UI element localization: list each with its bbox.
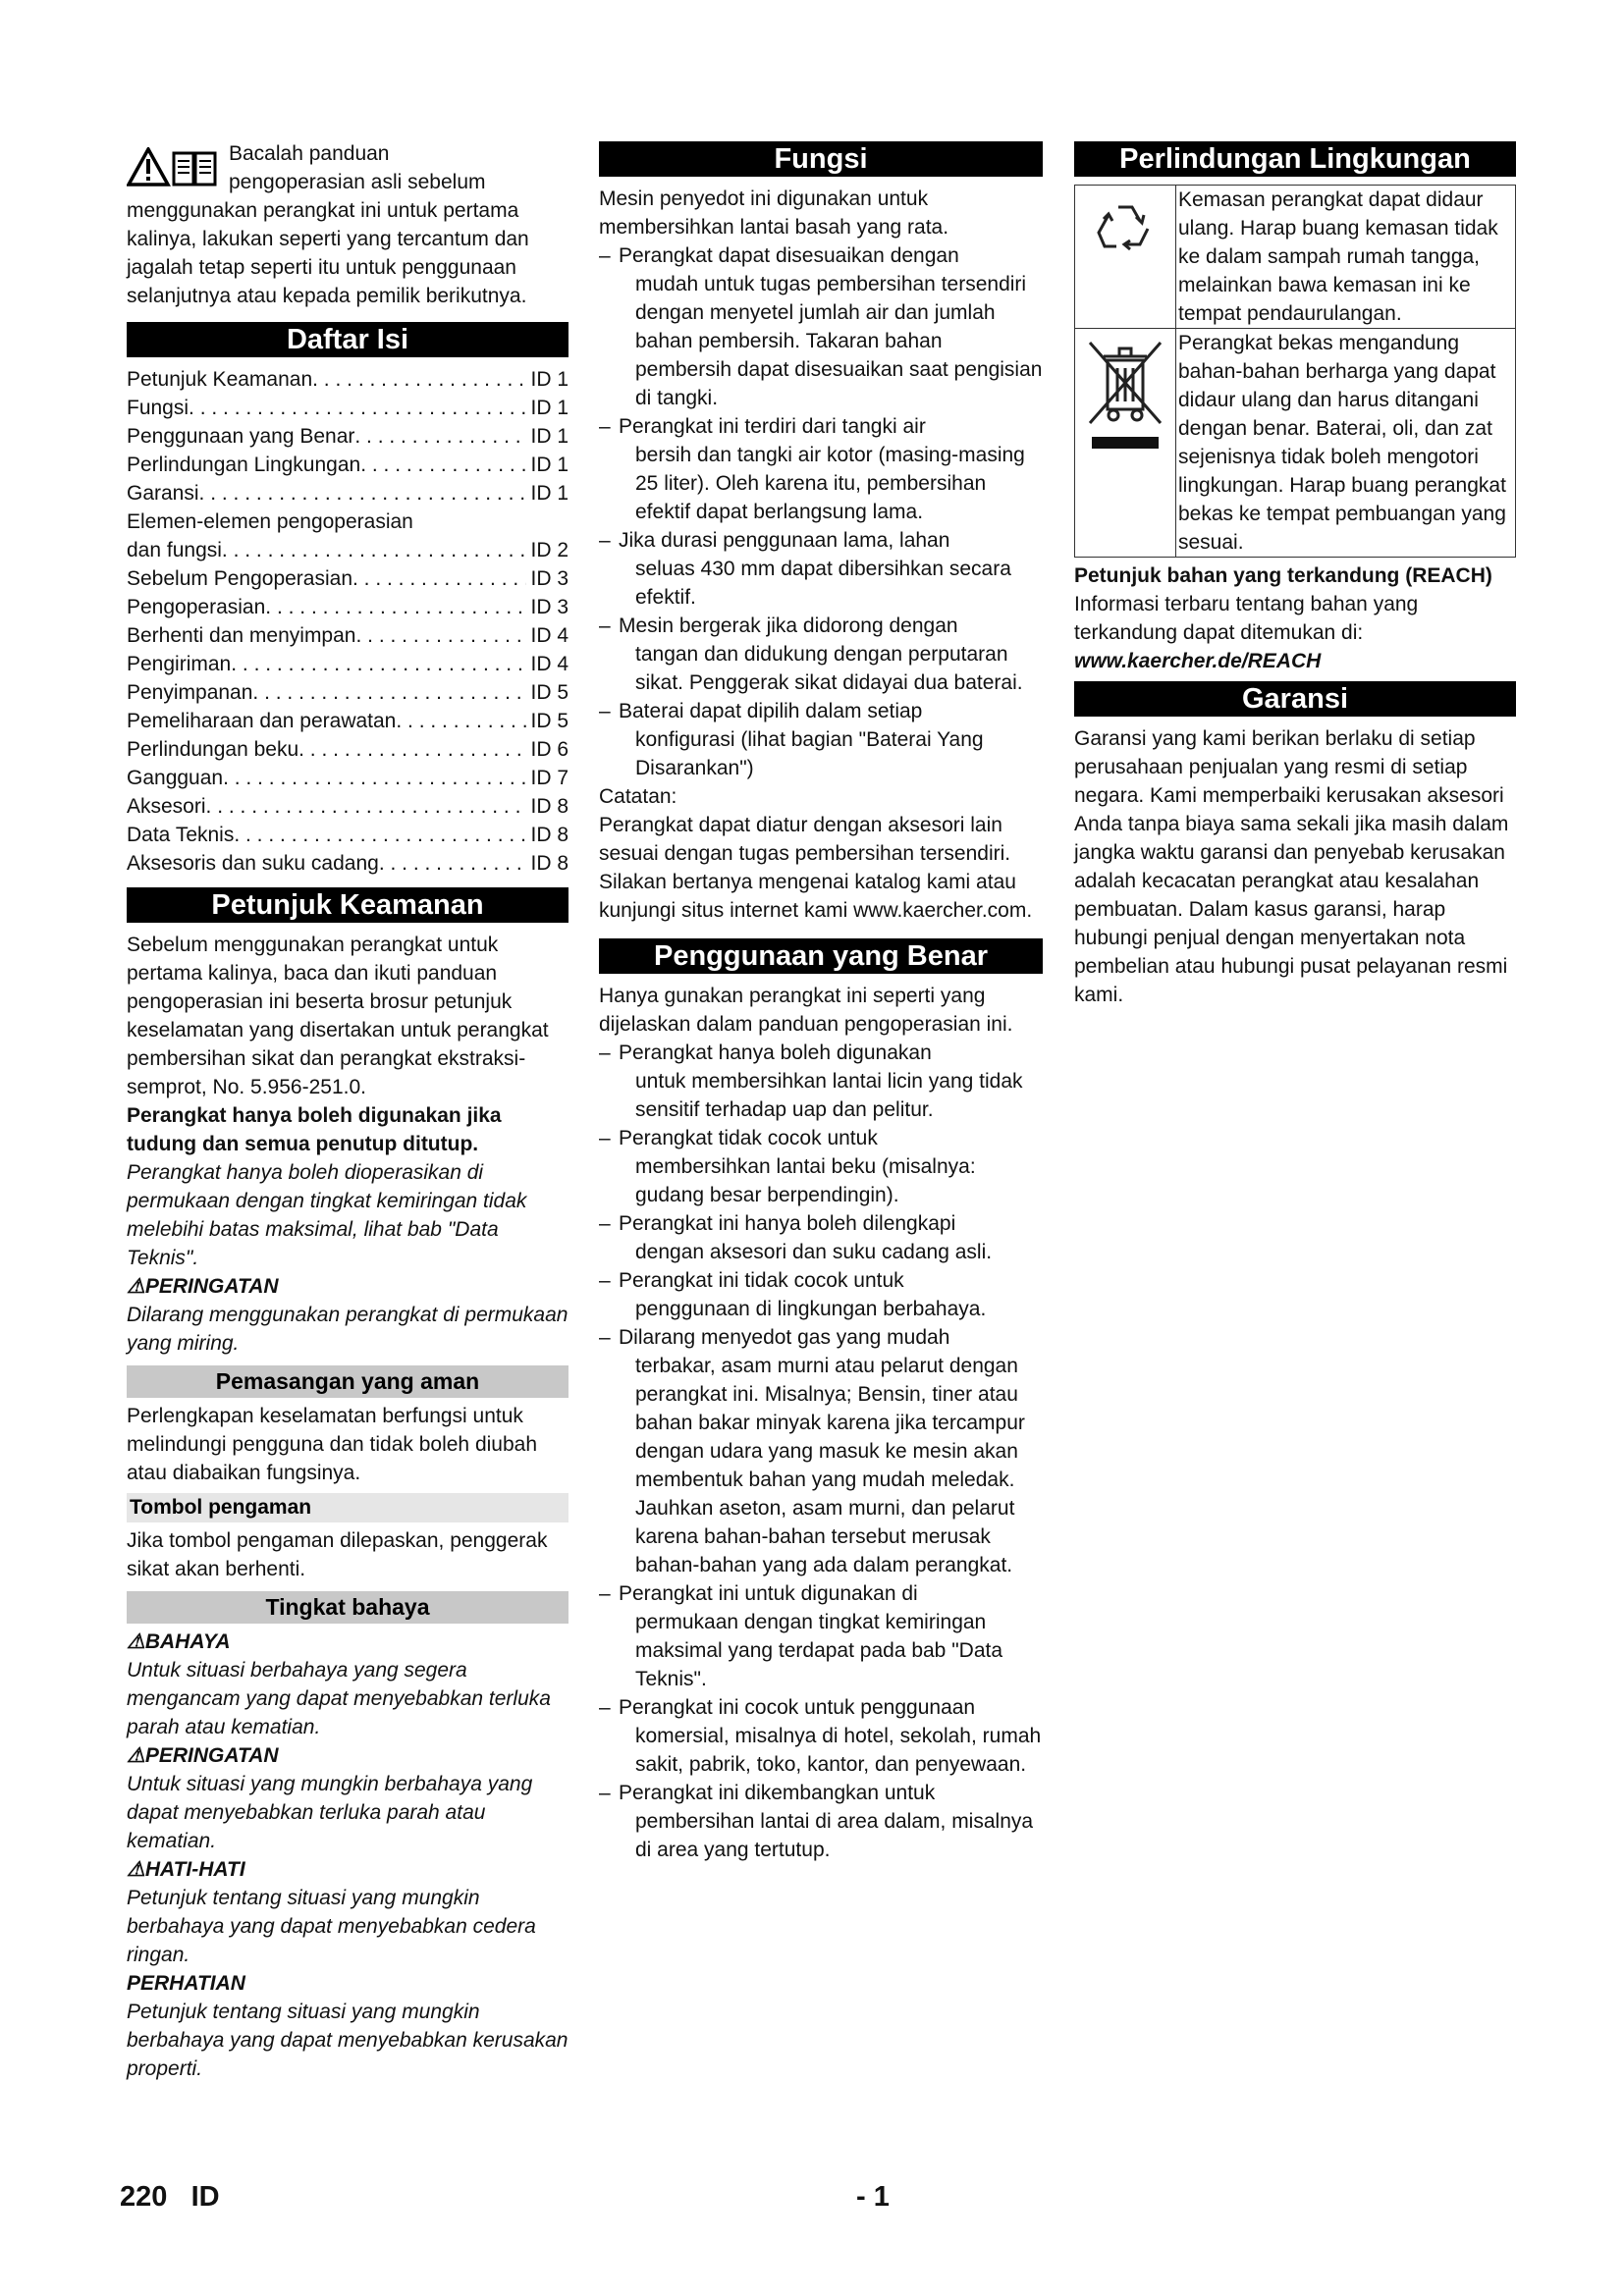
fungsi-heading: Fungsi — [599, 141, 1043, 177]
toc-item-page: ID 8 — [530, 795, 568, 818]
warning-triangle-icon: ⚠ — [127, 1275, 145, 1298]
toc-item-title: Aksesori — [127, 795, 206, 818]
toc-item-page: ID 1 — [530, 425, 568, 448]
toc-item-title: Perlindungan beku — [127, 738, 299, 761]
list-item-continuation: tangan dan didukung dengan perputaran sikat. Penggerak sikat didayai dua baterai. — [635, 643, 1023, 694]
toc-item[interactable] — [127, 394, 568, 422]
list-item-first-line: Perangkat ini dikembangkan untuk — [619, 1782, 936, 1804]
list-item — [599, 612, 1043, 697]
list-item-continuation: terbakar, asam murni atau pelarut dengan perangkat ini. Misalnya; Bensin, tiner atau bahan bakar minyak karena jika tercampur dengan udara yang masuk ke mesin akan membentuk bahan yang mudah meledak. Jauhkan aseton, asam murni, dan pelarut karena bahan-bahan tersebut merusak bahan-bahan yang ada dalam perangkat. — [635, 1355, 1025, 1576]
warranty-text: Garansi yang kami berikan berlaku di setiap perusahaan penjualan yang resmi di setiap negara. Kami memperbaiki kerusakan aksesori Anda tanpa biaya sama sekali jika masih dalam jangka waktu garansi dan penyebab kerusakan adalah kecacatan perangkat atau kesalahan pembuatan. Dalam kasus garansi, harap hubungi penjual dengan menyertakan nota pembelian atau hubungi pusat pelayanan resmi kami. — [1074, 727, 1509, 1006]
toc-item[interactable] — [127, 650, 568, 678]
toc-item[interactable] — [127, 479, 568, 507]
toc-leader-dots — [222, 536, 527, 564]
dash-bullet: – — [599, 1696, 611, 1719]
toc-item[interactable] — [127, 422, 568, 451]
toc-item-title: Pengiriman — [127, 653, 232, 675]
list-item-first-line: Perangkat tidak cocok untuk — [619, 1127, 878, 1149]
list-item-continuation: untuk membersihkan lantai licin yang tidak sensitif terhadap uap dan pelitur. — [635, 1070, 1023, 1121]
toc-item-title: Penyimpanan — [127, 681, 253, 704]
list-item — [599, 526, 1043, 612]
toc-item-title: Fungsi — [127, 397, 189, 419]
dash-bullet: – — [599, 1269, 611, 1292]
weee-icon-cell — [1075, 329, 1176, 558]
toc-item-page: ID 4 — [530, 653, 568, 675]
warning-triangle-icon: ⚠ — [127, 1630, 145, 1653]
list-item-continuation: komersial, misalnya di hotel, sekolah, rumah sakit, pabrik, toko, kantor, dan penyewaan. — [635, 1725, 1042, 1776]
reach-text: Informasi terbaru tentang bahan yang terkandung dapat ditemukan di: — [1074, 593, 1419, 644]
install-text: Perlengkapan keselamatan berfungsi untuk melindungi pengguna dan tidak boleh diubah atau diabaikan fungsinya. — [127, 1405, 538, 1484]
warning-triangle-icon: ⚠ — [127, 1744, 145, 1767]
list-item — [599, 1039, 1043, 1124]
list-item-continuation: konfigurasi (lihat bagian "Baterai Yang Disarankan") — [635, 728, 984, 779]
list-item-continuation: mudah untuk tugas pembersihan tersendiri dengan menyetel jumlah air dan jumlah bahan pembersih. Takaran bahan pembersih dapat disesuaikan saat pengisian di tangki. — [635, 273, 1043, 409]
toc-item[interactable] — [127, 764, 568, 792]
toc-item[interactable] — [127, 821, 568, 849]
dash-bullet: – — [599, 244, 611, 267]
toc-item-page: ID 1 — [530, 482, 568, 505]
toc-item-page: ID 5 — [530, 710, 568, 732]
toc-item-page: ID 5 — [530, 681, 568, 704]
toc-item[interactable] — [127, 365, 568, 394]
toc-leader-dots — [234, 821, 526, 849]
dash-bullet: – — [599, 1127, 611, 1149]
toc-item[interactable] — [127, 707, 568, 735]
toc-item-title: Elemen-elemen pengoperasian — [127, 510, 413, 533]
toc-item[interactable] — [127, 735, 568, 764]
safety-heading: Petunjuk Keamanan — [127, 887, 568, 923]
toc-leader-dots — [199, 479, 527, 507]
danger-level-text: Untuk situasi berbahaya yang segera mengancam yang dapat menyebabkan terluka parah atau kematian. — [127, 1659, 551, 1738]
recycle-icon-cell — [1075, 186, 1176, 329]
column-right — [1074, 139, 1516, 1009]
switch-heading: Tombol pengaman — [127, 1493, 568, 1522]
fungsi-list — [599, 241, 1043, 782]
reach-heading: Petunjuk bahan yang terkandung (REACH) — [1074, 564, 1492, 587]
list-item-first-line: Perangkat ini tidak cocok untuk — [619, 1269, 904, 1292]
toc-item-page: ID 1 — [530, 454, 568, 476]
danger-level-text: Petunjuk tentang situasi yang mungkin berbahaya yang dapat menyebabkan cedera ringan. — [127, 1887, 536, 1966]
toc-item-page: ID 1 — [530, 368, 568, 391]
usage-heading: Penggunaan yang Benar — [599, 938, 1043, 974]
list-item — [599, 1579, 1043, 1693]
dash-bullet: – — [599, 1782, 611, 1804]
list-item-continuation: bersih dan tangki air kotor (masing-masing 25 liter). Oleh karena itu, pembersihan efektif dapat berlangsung lama. — [635, 444, 1025, 523]
dash-bullet: – — [599, 1582, 611, 1605]
env-table — [1074, 185, 1516, 558]
toc-item[interactable] — [127, 593, 568, 621]
toc-leader-dots — [312, 365, 526, 394]
toc-leader-dots — [352, 564, 526, 593]
toc-item[interactable] — [127, 792, 568, 821]
toc-item[interactable] — [127, 564, 568, 593]
toc-leader-dots — [189, 394, 526, 422]
list-item-first-line: Perangkat ini untuk digunakan di — [619, 1582, 918, 1605]
dash-bullet: – — [599, 1041, 611, 1064]
list-item-first-line: Mesin bergerak jika didorong dengan — [619, 614, 958, 637]
list-item — [599, 1693, 1043, 1779]
list-item-continuation: dengan aksesori dan suku cadang asli. — [635, 1241, 993, 1263]
list-item-first-line: Perangkat ini hanya boleh dilengkapi — [619, 1212, 956, 1235]
intro-line-1: Bacalah panduan — [229, 142, 390, 165]
intro-text: menggunakan perangkat ini untuk pertama kalinya, lakukan seperti yang tercantum dan jagalah tetap seperti itu untuk penggunaan selanjutnya atau kepada pemilik berikutnya. — [127, 199, 529, 307]
fungsi-note-label: Catatan: — [599, 785, 677, 808]
toc-item-page: ID 3 — [530, 596, 568, 618]
toc-item-title: dan fungsi — [127, 539, 222, 561]
toc-leader-dots — [223, 764, 526, 792]
list-item — [599, 1209, 1043, 1266]
list-item-first-line: Perangkat ini terdiri dari tangki air — [619, 415, 926, 438]
intro-block — [127, 139, 568, 310]
toc-item-page: ID 4 — [530, 624, 568, 647]
list-item — [599, 1124, 1043, 1209]
list-item-first-line: Perangkat dapat disesuaikan dengan — [619, 244, 959, 267]
toc-item[interactable] — [127, 507, 568, 536]
safety-warning-text: Dilarang menggunakan perangkat di permukaan yang miring. — [127, 1304, 568, 1355]
dash-bullet: – — [599, 700, 611, 722]
toc-leader-dots — [298, 735, 526, 764]
list-item-first-line: Perangkat hanya boleh digunakan — [619, 1041, 932, 1064]
warranty-heading: Garansi — [1074, 681, 1516, 717]
toc-item-page: ID 3 — [530, 567, 568, 590]
toc-leader-dots — [360, 451, 526, 479]
list-item — [599, 1323, 1043, 1579]
danger-level-label: ⚠HATI-HATI — [127, 1858, 245, 1881]
safety-bold-note: Perangkat hanya boleh digunakan jika tudung dan semua penutup ditutup. — [127, 1104, 502, 1155]
list-item — [599, 1779, 1043, 1864]
env-heading: Perlindungan Lingkungan — [1074, 141, 1516, 177]
toc-leader-dots — [355, 621, 526, 650]
toc-item-page: ID 8 — [530, 824, 568, 846]
toc-leader-dots — [231, 650, 526, 678]
toc-list — [127, 365, 568, 878]
toc-item-title: Perlindungan Lingkungan — [127, 454, 361, 476]
toc-item-title: Pengoperasian — [127, 596, 266, 618]
toc-item[interactable] — [127, 678, 568, 707]
toc-leader-dots — [379, 849, 527, 878]
toc-item-title: Data Teknis — [127, 824, 235, 846]
danger-level-text: Untuk situasi yang mungkin berbahaya yang dapat menyebabkan terluka parah atau kematian. — [127, 1773, 533, 1852]
usage-intro: Hanya gunakan perangkat ini seperti yang dijelaskan dalam panduan pengoperasian ini. — [599, 985, 1013, 1036]
recycle-text: Kemasan perangkat dapat didaur ulang. Harap buang kemasan tidak ke dalam sampah rumah tangga, melainkan bawa kemasan ini ke tempat pendaurulangan. — [1176, 186, 1516, 329]
dash-bullet: – — [599, 529, 611, 552]
warning-book-icons — [127, 139, 225, 196]
switch-text: Jika tombol pengaman dilepaskan, penggerak sikat akan berhenti. — [127, 1529, 548, 1580]
toc-leader-dots — [396, 707, 526, 735]
toc-leader-dots — [206, 792, 527, 821]
toc-item-title: Petunjuk Keamanan — [127, 368, 313, 391]
danger-level-label: PERHATIAN — [127, 1972, 245, 1995]
list-item — [599, 241, 1043, 412]
column-middle — [599, 139, 1043, 1864]
danger-heading: Tingkat bahaya — [127, 1591, 568, 1624]
toc-item-page: ID 2 — [530, 539, 568, 561]
toc-item-title: Sebelum Pengoperasian — [127, 567, 352, 590]
column-left — [127, 139, 568, 2083]
list-item-first-line: Jika durasi penggunaan lama, lahan — [619, 529, 950, 552]
install-heading: Pemasangan yang aman — [127, 1365, 568, 1398]
crossed-bin-icon — [1086, 339, 1164, 456]
toc-item-title: Gangguan — [127, 767, 224, 789]
safety-warning-label: ⚠PERINGATAN — [127, 1275, 279, 1298]
toc-leader-dots — [354, 422, 526, 451]
toc-item-title: Aksesoris dan suku cadang — [127, 852, 379, 875]
toc-item[interactable] — [127, 621, 568, 650]
list-item-continuation: membersihkan lantai beku (misalnya: gudang besar berpendingin). — [635, 1155, 976, 1206]
danger-level-text: Petunjuk tentang situasi yang mungkin berbahaya yang dapat menyebabkan kerusakan properti. — [127, 2001, 568, 2080]
toc-item[interactable] — [127, 536, 568, 564]
footer-page-label: - 1 — [856, 2181, 890, 2213]
fungsi-intro: Mesin penyedot ini digunakan untuk membersihkan lantai basah yang rata. — [599, 187, 949, 239]
dash-bullet: – — [599, 1326, 611, 1349]
toc-item-page: ID 6 — [530, 738, 568, 761]
list-item-continuation: pembersihan lantai di area dalam, misalnya di area yang tertutup. — [635, 1810, 1034, 1861]
toc-item[interactable] — [127, 451, 568, 479]
list-item-continuation: seluas 430 mm dapat dibersihkan secara efektif. — [635, 558, 1011, 609]
dash-bullet: – — [599, 415, 611, 438]
usage-list — [599, 1039, 1043, 1864]
recycle-icon — [1091, 195, 1160, 264]
list-item — [599, 412, 1043, 526]
weee-text: Perangkat bekas mengandung bahan-bahan berharga yang dapat didaur ulang dan harus ditangani dengan benar. Baterai, oli, dan zat sejenisnya tidak boleh mengotori lingkungan. Harap buang perangkat bekas ke tempat pembuangan yang sesuai. — [1176, 329, 1516, 558]
list-item — [599, 1266, 1043, 1323]
list-item-continuation: penggunaan di lingkungan berbahaya. — [635, 1298, 987, 1320]
list-item-first-line: Baterai dapat dipilih dalam setiap — [619, 700, 923, 722]
toc-item-title: Garansi — [127, 482, 199, 505]
footer-page-number: 220 ID — [120, 2181, 220, 2213]
dash-bullet: – — [599, 614, 611, 637]
toc-leader-dots — [265, 593, 526, 621]
toc-item-page: ID 8 — [530, 852, 568, 875]
danger-levels — [127, 1628, 568, 2083]
fungsi-note-text-2: Silakan bertanya mengenai katalog kami atau kunjungi situs internet kami www.kaercher.com. — [599, 871, 1033, 922]
danger-level-label: ⚠PERINGATAN — [127, 1744, 279, 1767]
safety-intro: Sebelum menggunakan perangkat untuk pertama kalinya, baca dan ikuti panduan pengoperasian ini beserta brosur petunjuk keselamatan yang disertakan untuk perangkat pembersihan sikat dan perangkat ekstraksi-semprot, No. 5.956-251.0. — [127, 934, 549, 1098]
toc-leader-dots — [252, 678, 526, 707]
danger-level-label: ⚠BAHAYA — [127, 1630, 231, 1653]
list-item-continuation: permukaan dengan tingkat kemiringan maksimal yang terdapat pada bab "Data Teknis". — [635, 1611, 1003, 1690]
toc-item-page: ID 1 — [530, 397, 568, 419]
toc-heading: Daftar Isi — [127, 322, 568, 357]
dash-bullet: – — [599, 1212, 611, 1235]
list-item-first-line: Dilarang menyedot gas yang mudah — [619, 1326, 950, 1349]
safety-italic-note: Perangkat hanya boleh dioperasikan di permukaan dengan tingkat kemiringan tidak melebihi batas maksimal, lihat bab "Data Teknis". — [127, 1161, 527, 1269]
fungsi-note-text: Perangkat dapat diatur dengan aksesori lain sesuai dengan tugas pembersihan tersendiri. — [599, 814, 1011, 865]
warning-triangle-book-icon — [127, 147, 225, 188]
toc-item-title: Pemeliharaan dan perawatan — [127, 710, 397, 732]
list-item — [599, 697, 1043, 782]
toc-item-title: Berhenti dan menyimpan — [127, 624, 356, 647]
list-item-first-line: Perangkat ini cocok untuk penggunaan — [619, 1696, 976, 1719]
warning-triangle-icon: ⚠ — [127, 1858, 145, 1881]
toc-item-title: Penggunaan yang Benar — [127, 425, 355, 448]
toc-item-page: ID 7 — [530, 767, 568, 789]
intro-line-2: pengoperasian asli sebelum — [229, 171, 486, 193]
reach-link[interactable]: www.kaercher.de/REACH — [1074, 650, 1322, 672]
toc-item[interactable] — [127, 849, 568, 878]
